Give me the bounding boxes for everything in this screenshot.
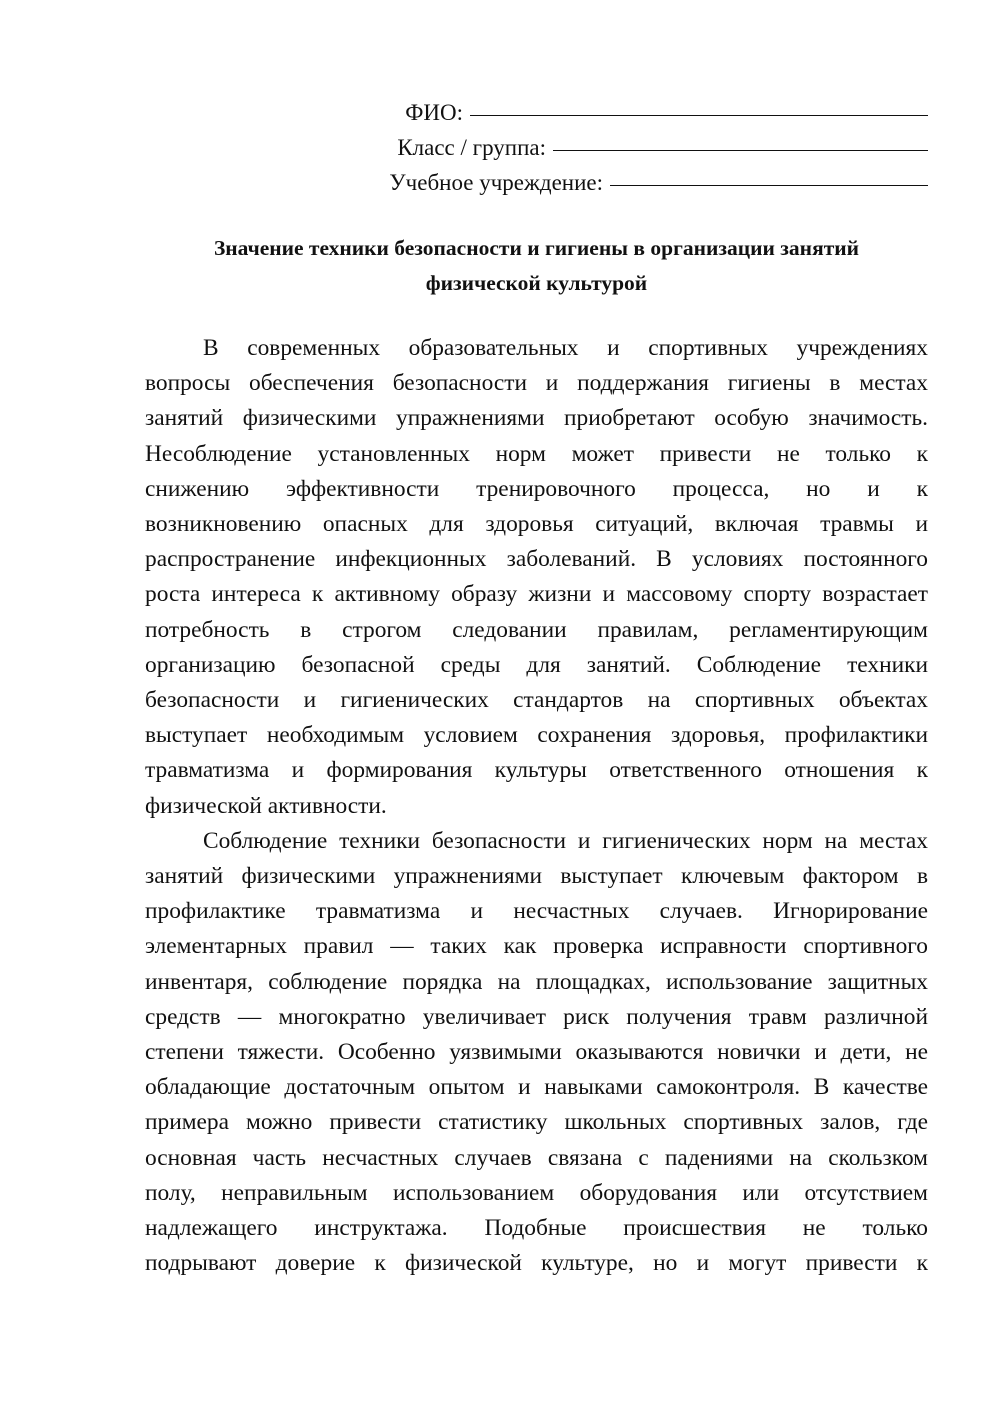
paragraph-2 xyxy=(145,824,928,1282)
document-body xyxy=(145,331,928,1281)
paragraph-line: инвентаря, соблюдение порядка на площадках, использование защитных xyxy=(145,968,928,995)
paragraph-line: организацию безопасной среды для занятий. Соблюдение техники xyxy=(145,651,928,678)
paragraph-line: распространение инфекционных заболеваний. В условиях постоянного xyxy=(145,546,928,573)
school-blank-line xyxy=(610,184,928,186)
paragraph-line: примера можно привести статистику школьных спортивных залов, где xyxy=(145,1109,928,1136)
paragraph-line: средств — многократно увеличивает риск получения травм различной xyxy=(145,1003,928,1030)
paragraph-line: надлежащего инструктажа. Подобные происшествия не только xyxy=(145,1215,928,1242)
paragraph-line: занятий физическими упражнениями приобретают особую значимость. xyxy=(145,405,928,432)
paragraph-line: степени тяжести. Особенно уязвимыми оказываются новички и дети, не xyxy=(145,1039,928,1066)
paragraph-line: потребность в строгом следовании правилам, регламентирующим xyxy=(145,616,928,643)
school-row xyxy=(360,165,928,200)
paragraph-line: выступает необходимым условием сохранения здоровья, профилактики xyxy=(145,722,928,749)
title-line-2: физической культурой xyxy=(425,271,648,295)
paragraph-line: Несоблюдение установленных норм может привести не только к xyxy=(145,440,928,467)
paragraph-line: возникновению опасных для здоровья ситуаций, включая травмы и xyxy=(145,511,928,538)
class-row xyxy=(360,130,928,165)
paragraph-line: основная часть несчастных случаев связана с падениями на скользком xyxy=(145,1144,928,1171)
class-blank-line xyxy=(553,149,928,151)
student-info-form xyxy=(360,95,928,200)
fio-blank-line xyxy=(470,114,928,116)
paragraph-line: подрывают доверие к физической культуре, но и могут привести к xyxy=(145,1250,928,1277)
paragraph-line: физической активности. xyxy=(145,792,387,819)
fio-row xyxy=(360,95,928,130)
paragraph-line: роста интереса к активному образу жизни и массовому спорту возрастает xyxy=(145,581,928,608)
paragraph-line: вопросы обеспечения безопасности и поддержания гигиены в местах xyxy=(145,370,928,397)
document-title xyxy=(145,231,928,301)
paragraph-line: профилактике травматизма и несчастных случаев. Игнорирование xyxy=(145,898,928,925)
paragraph-line: травматизма и формирования культуры ответственного отношения к xyxy=(145,757,928,784)
class-label: Класс / группа: xyxy=(397,135,546,160)
paragraph-line: безопасности и гигиенических стандартов на спортивных объектах xyxy=(145,687,928,714)
paragraph-line: полу, неправильным использованием оборудования или отсутствием xyxy=(145,1179,928,1206)
fio-label: ФИО: xyxy=(405,100,463,125)
paragraph-1 xyxy=(145,331,928,824)
school-label: Учебное учреждение: xyxy=(389,170,603,195)
title-line-1: Значение техники безопасности и гигиены в организации занятий xyxy=(213,236,860,260)
paragraph-line: Соблюдение техники безопасности и гигиенических норм на местах xyxy=(203,827,928,854)
paragraph-line: занятий физическими упражнениями выступает ключевым фактором в xyxy=(145,863,928,890)
paragraph-line: снижению эффективности тренировочного процесса, но и к xyxy=(145,475,928,502)
paragraph-line: элементарных правил — таких как проверка исправности спортивного xyxy=(145,933,928,960)
paragraph-line: обладающие достаточным опытом и навыками самоконтроля. В качестве xyxy=(145,1074,928,1101)
paragraph-line: В современных образовательных и спортивных учреждениях xyxy=(203,335,928,361)
